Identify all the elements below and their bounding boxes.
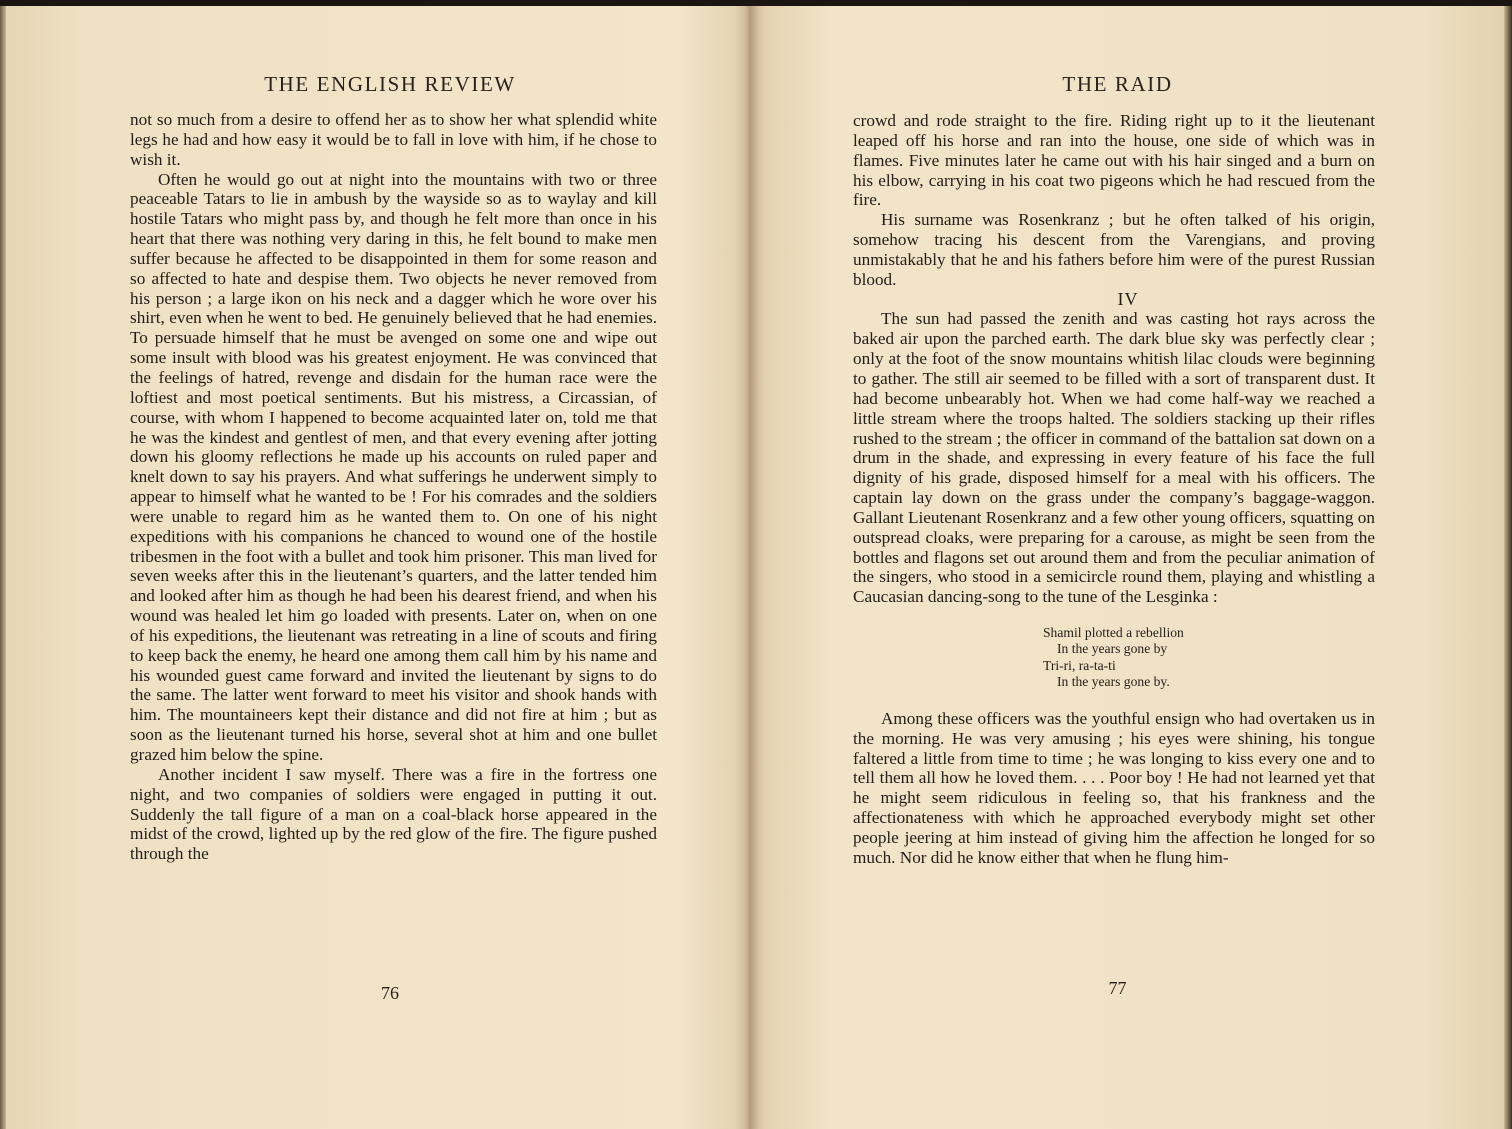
- paragraph: The sun had passed the zenith and was casting hot rays across the baked air upon the parched earth. The dark blue sky was perfectly clear ; only at the foot of the snow mountains whitish lilac clouds were beginning to gather. The still air seemed to be filled with a sort of transparent dust. It had become unbearably hot. When we had come half-way we reached a little stream where the troops halted. The soldiers stacking up their rifles rushed to the stream ; the officer in command of the battalion sat down on a drum in the shade, and expressing in every feature of his face the full dignity of his grade, disposed himself for a meal with his officers. The captain lay down on the grass under the company’s baggage-waggon. Gallant Lieutenant Rosenkranz and a few other young officers, squatting on outspread cloaks, were preparing for a carouse, as might be seen from the bottles and flagons set out around them and from the peculiar animation of the singers, who stood in a semicircle round them, playing and whistling a Caucasian dancing-song to the tune of the Lesginka :: [853, 309, 1375, 607]
- right-page-body: [853, 111, 1375, 868]
- paragraph: Another incident I saw myself. There was a fire in the fortress one night, and two companies of soldiers were engaged in putting it out. Suddenly the tall figure of a man on a coal-black horse appeared in the midst of the crowd, lighted up by the red glow of the fire. The figure pushed through the: [130, 764, 657, 864]
- page-number-left: 76: [381, 983, 399, 1003]
- paragraph: Among these officers was the youthful ensign who had overtaken us in the morning. He was very amusing ; his eyes were shining, his tongue faltered a little from time to time ; he was longing to kiss every one and to tell them all how he loved them. . . . Poor boy ! He had not learned yet that he might seem ridiculous in feeling so, that his frankness and the affectionateness with which he approached everybody might set other people jeering at him instead of giving him the affection he longed for so much. Nor did he know either that when he flung him-: [853, 708, 1375, 867]
- left-page-body: [130, 110, 657, 864]
- paragraph: Often he would go out at night into the mountains with two or three peaceable Tatars to lie in ambush by the wayside so as to waylay and kill hostile Tatars who might pass by, and though he felt more than once in his heart that there was nothing very daring in this, he felt bound to make men suffer because he affected to be disappointed in them for some reason and so affected to hate and despise them. Two objects he never removed from his person ; a large ikon on his neck and a dagger which he wore over his shirt, even when he went to bed. He genuinely believed that he had enemies. To persuade himself that he must be avenged on some one and wipe out some insult with blood was his greatest enjoyment. He was convinced that the feelings of hatred, revenge and disdain for the human race were the loftiest and most poetical sentiments. But his mistress, a Circassian, of course, with whom I happened to become acquainted later on, told me that he was the kindest and gentlest of men, and that every evening after jotting down his gloomy reflections he made up his accounts on ruled paper and knelt down to say his prayers. And what sufferings he underwent simply to appear to himself what he wanted to be ! For his comrades and the soldiers were unable to regard him as he wanted them to. On one of his night expeditions with his companions he chanced to wound one of the hostile tribesmen in the foot with a bullet and took him prisoner. This man lived for seven weeks after this in the lieutenant’s quarters, and the latter tended him and looked after him as though he had been his dearest friend, and when his wound was healed let him go loaded with presents. Later on, when on one of his expeditions, the lieutenant was retreating in a line of scouts and firing to keep back the enemy, he heard one among them call him by his name and his wounded guest came forward and invited the lieutenant by signs to do the same. The latter went forward to meet his visitor and shook hands with him. The mountaineers kept their distance and did not fire at him ; but as soon as the lieutenant turned his horse, several shot at him and one bullet grazed him below the spine.: [130, 169, 657, 764]
- running-head-left: THE ENGLISH REVIEW: [264, 72, 516, 96]
- book-right-edge: [1504, 6, 1512, 1129]
- verse-line: Shamil plotted a rebellion: [1043, 625, 1184, 641]
- verse-line: In the years gone by: [1057, 641, 1168, 657]
- section-heading: IV: [1117, 288, 1139, 309]
- book-left-edge: [0, 6, 6, 1129]
- verse-line: Tri-ri, ra-ta-ti: [1043, 657, 1116, 673]
- paragraph: His surname was Rosenkranz ; but he often talked of his origin, somehow tracing his descent from the Varengians, and proving unmistakably that he and his fathers before him were of the purest Russian blood.: [853, 210, 1375, 289]
- paragraph: crowd and rode straight to the fire. Riding right up to it the lieutenant leaped off his horse and ran into the house, one side of which was in flames. Five minutes later he came out with his hair singed and a burn on his elbow, carrying in his coat two pigeons which he had rescued from the fire.: [853, 111, 1375, 210]
- page-number-right: 77: [1108, 978, 1127, 998]
- book-gutter: [735, 6, 765, 1129]
- verse-block: [853, 625, 1375, 690]
- verse-line: In the years gone by.: [1057, 673, 1170, 689]
- running-head-right: THE RAID: [1062, 72, 1173, 96]
- book-spread: [0, 6, 1512, 1129]
- paragraph: not so much from a desire to offend her as to show her what splendid white legs he had and how easy it would be to fall in love with him, if he chose to wish it.: [130, 110, 657, 169]
